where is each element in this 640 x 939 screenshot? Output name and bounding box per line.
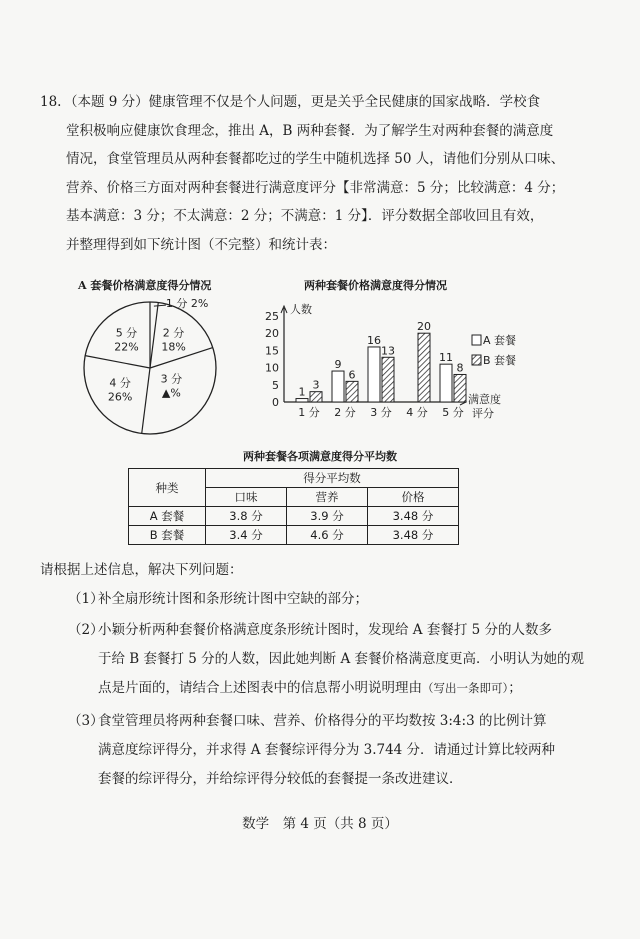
question-line-3: 情况，食堂管理员从两种套餐都吃过的学生中随机选择 50 人，请他们分别从口味、 bbox=[66, 151, 565, 167]
bar-value-label: 11 bbox=[439, 351, 453, 365]
question-line-2: 堂积极响应健康饮食理念，推出 A，B 两种套餐．为了解学生对两种套餐的满意度 bbox=[66, 122, 554, 139]
bar bbox=[440, 364, 452, 402]
stats-table bbox=[128, 468, 459, 545]
table-cell: 3.48 分 bbox=[368, 526, 459, 545]
bar-value-label: 6 bbox=[348, 368, 356, 382]
answer-note: （写出一条即可） bbox=[422, 681, 509, 695]
y-tick-label: 15 bbox=[265, 344, 279, 358]
bar-value-label: 3 bbox=[312, 378, 320, 392]
y-tick-label: 20 bbox=[265, 327, 279, 341]
bar-value-label: 20 bbox=[417, 320, 431, 334]
x-tick-label: 5 分 bbox=[442, 406, 464, 419]
legend-label: A 套餐 bbox=[483, 334, 517, 347]
y-tick-label: 5 bbox=[272, 378, 279, 392]
table-row bbox=[129, 507, 459, 526]
pie-percent: ▲% bbox=[161, 386, 181, 400]
pie-leader-line bbox=[154, 305, 166, 306]
bar-value-label: 13 bbox=[381, 344, 395, 358]
pie-percent: 22% bbox=[114, 340, 139, 354]
y-axis-label: 人数 bbox=[290, 303, 312, 316]
pie-label: 1 分 2% bbox=[165, 298, 209, 311]
subquestion-2: （2）小颖分析两种套餐价格满意度条形统计图时，发现给 A 套餐打 5 分的人数多 于给 B 套餐打 5 分的人数，因此她判断 A 套餐价格满意度更高．小明认为她的观 点是片面的，请结合上述图表中的信息帮小明说明理由（写出一条即可）； bbox=[68, 616, 588, 703]
bar bbox=[346, 381, 358, 402]
bar bbox=[382, 357, 394, 402]
table-cell: 3.8 分 bbox=[206, 507, 287, 526]
table-row-name: A 套餐 bbox=[129, 507, 206, 526]
table-row-name: B 套餐 bbox=[129, 526, 206, 545]
x-axis-label: 满意度 bbox=[468, 393, 501, 406]
pie-label: 4 分 bbox=[109, 376, 131, 390]
question-statement bbox=[40, 88, 585, 259]
table-corner-cell: 种类 bbox=[129, 469, 206, 507]
bar bbox=[368, 347, 380, 402]
instructions: 请根据上述信息，解决下列问题： bbox=[40, 562, 243, 578]
table-header-price: 价格 bbox=[368, 488, 459, 507]
x-tick-label: 2 分 bbox=[334, 406, 356, 419]
question-number: 18. bbox=[40, 94, 62, 110]
table-group-header: 得分平均数 bbox=[206, 469, 459, 488]
legend-swatch bbox=[472, 335, 481, 345]
table-cell: 4.6 分 bbox=[287, 526, 368, 545]
bar bbox=[418, 333, 430, 402]
subquestion-1: （1）补全扇形统计图和条形统计图中空缺的部分； bbox=[68, 585, 588, 614]
bar-value-label: 1 bbox=[298, 385, 306, 399]
subquestion-label: （1） bbox=[68, 591, 104, 607]
question-line-1: 18. （本题 9 分）健康管理不仅是个人问题，更是关乎全民健康的国家战略．学校食 bbox=[40, 88, 585, 117]
question-line-6: 并整理得到如下统计图（不完整）和统计表： bbox=[66, 236, 336, 253]
page-footer: 数学 第 4 页（共 8 页） bbox=[242, 816, 398, 832]
pie-slice-boundary bbox=[142, 368, 150, 433]
subquestion-3: （3）食堂管理员将两种套餐口味、营养、价格得分的平均数按 3:4:3 的比例计算 满意度综评得分，并求得 A 套餐综评得分为 3.744 分．请通过计算比较两种 套餐的综评得分，并给综评得分较低的套餐提一条改进建议． bbox=[68, 707, 588, 794]
bar bbox=[332, 371, 344, 402]
x-tick-label: 4 分 bbox=[406, 406, 428, 419]
y-tick-label: 10 bbox=[265, 361, 279, 375]
x-tick-label: 1 分 bbox=[298, 406, 320, 419]
subquestion-label: （2） bbox=[68, 622, 104, 638]
x-axis-label: 评分 bbox=[472, 407, 494, 420]
bar-value-label: 8 bbox=[456, 361, 464, 375]
table-cell: 3.48 分 bbox=[368, 507, 459, 526]
bar-value-label: 16 bbox=[367, 333, 381, 347]
table-row bbox=[129, 526, 459, 545]
table-header-nutrition: 营养 bbox=[287, 488, 368, 507]
table-cell: 3.9 分 bbox=[287, 507, 368, 526]
x-tick-label: 3 分 bbox=[370, 406, 392, 419]
pie-label: 5 分 bbox=[115, 326, 138, 340]
pie-slice-boundary bbox=[85, 356, 150, 368]
bar-chart-title: 两种套餐价格满意度得分情况 bbox=[304, 279, 447, 292]
table-title: 两种套餐各项满意度得分平均数 bbox=[243, 450, 397, 463]
bar-value-label: 9 bbox=[334, 358, 342, 372]
question-line-5: 基本满意：3 分；不太满意：2 分；不满意：1 分】．评分数据全部收回且有效， bbox=[66, 208, 544, 224]
pie-percent: 26% bbox=[107, 390, 133, 404]
pie-percent: 18% bbox=[161, 340, 186, 354]
bar bbox=[310, 392, 322, 402]
bar bbox=[454, 374, 466, 402]
legend-swatch bbox=[472, 355, 481, 365]
bar bbox=[296, 399, 308, 402]
y-tick-label: 0 bbox=[272, 396, 279, 409]
bar-chart bbox=[258, 296, 518, 438]
pie-chart-title: A 套餐价格满意度得分情况 bbox=[78, 279, 212, 292]
question-line-4: 营养、价格三方面对两种套餐进行满意度评分【非常满意：5 分；比较满意：4 分； bbox=[66, 179, 565, 196]
pie-chart bbox=[80, 298, 220, 438]
subquestion-label: （3） bbox=[68, 713, 104, 729]
pie-label: 3 分 bbox=[160, 372, 183, 386]
table-cell: 3.4 分 bbox=[206, 526, 287, 545]
pie-label: 2 分 bbox=[162, 326, 185, 340]
table-header-taste: 口味 bbox=[206, 488, 287, 507]
legend-label: B 套餐 bbox=[483, 354, 517, 367]
pie-slice-boundary bbox=[150, 303, 158, 368]
y-tick-label: 25 bbox=[265, 310, 279, 323]
